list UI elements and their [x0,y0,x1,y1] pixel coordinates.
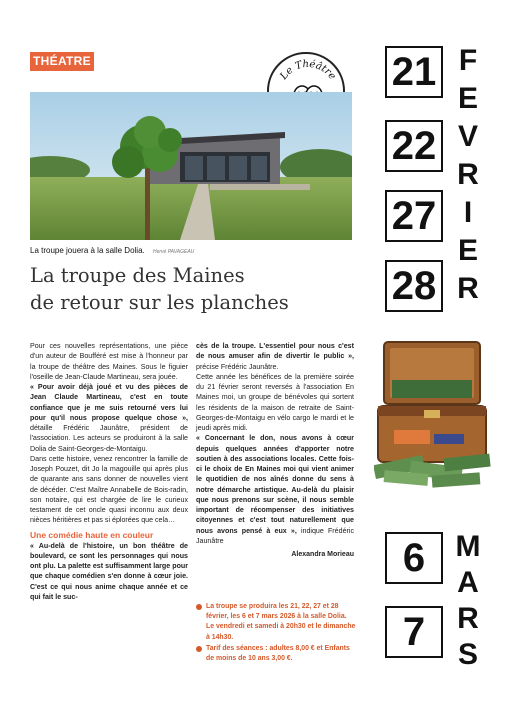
date-box-mar-1: 6 [385,532,443,584]
info-prices-text: Tarif des séances : adultes 8,00 € et Enfants de moins de 10 ans 3,00 €. [206,644,350,663]
bullet-icon [196,646,202,652]
month-letter: M [455,530,481,563]
article-column-left [30,341,188,602]
suitcase-money-icon [374,340,492,488]
logo-top-text: Le Théâtre [278,58,338,82]
month-letter: S [457,638,478,671]
month-letter: E [457,234,478,267]
practical-info [196,602,356,665]
article-column-right [196,341,354,560]
quote: « Pour avoir déjà joué et vu des pièces de Jean Claude Martineau, c'est en toute confiance que je me suis retourné vers lui pour qu'il nous propose quelque chose », [30,383,188,422]
month-letter: E [457,82,478,115]
info-dates-text: La troupe se produira les 21, 22, 27 et 28 février, les 6 et 7 mars 2026 à la salle Dolia. Le vendredi et samedi à 20h30 et le dimanche à 14h30. [206,603,356,641]
paragraph [30,541,188,603]
month-letter: R [457,158,479,191]
paragraph: Dans cette histoire, venez rencontrer la famille de Joseph Pouzet, dit Jo la magouille qui après plus de quarante ans sans donner de nouvelles vient de décéder. C'est Maître Annabelle de Bois-radin, son notaire, qui est chargée de lire le curieux testament de cet oncle quasi inconnu aux deux nièces héritières et pas si éplorées que cela… [30,454,188,525]
quote: « Concernant le don, nous avons à cœur depuis quelques années d'apporter notre soutien à des associations locales. Cette fois-ci le choix de En Maines moi qui vient animer le quotidien de nos aînés donne du sens à notre démarche artistique. Au-delà du plaisir que nous prenons sur scène, il nous semble important de récompenser des initiatives citoyennes et c'est tout naturellement que nous avons pensé à eux », [196,434,354,535]
section-tag: THÉATRE [30,52,94,71]
paragraph [196,341,354,372]
paragraph [196,433,354,546]
month-letter: R [457,602,479,635]
headline-line-1: La troupe des Maines [30,264,245,287]
headline-line-2: de retour sur les planches [30,291,289,314]
date-box-feb-4: 28 [385,260,443,312]
paragraph: Cette année les bénéfices de la première soirée du 21 février seront reversés à l'association En Maines moi, un groupe de bénévoles qui sortent les résidents de la maison de retraite de Saint-Georges-de-Montaigu en vélo cargo le mardi et le jeudi après midi. [196,372,354,432]
month-letter: F [458,44,478,77]
author-byline: Alexandra Morieau [291,551,354,558]
paragraph-text: indique Frédéric Jaunâtre [196,526,354,545]
month-letter: I [463,196,473,229]
photo-caption [30,246,194,255]
photo-credit: Hervé PAVAGEAU [152,249,195,255]
svg-text:Le Théâtre [278,59,338,83]
date-box-feb-2: 22 [385,120,443,172]
paragraph [30,382,188,454]
quote: « Au-delà de l'histoire, un bon théâtre de boulevard, ce sont les personnages qui nous ont plu. La palette est suffisamment large pour que chaque comédien s'en donne à cœur joie. C'est ce qui nous anime chaque année et ce qui fait le suc- [30,541,188,601]
info-item-prices [196,644,356,664]
subheading: Une comédie haute en couleur [30,529,154,540]
headline [30,262,360,316]
info-item-dates [196,602,356,643]
photo-caption-text: La troupe jouera à la salle Dolia. [30,246,145,255]
article-photo [30,92,352,240]
date-box-feb-1: 21 [385,46,443,98]
bullet-icon [196,604,202,610]
quote: cès de la troupe. L'essentiel pour nous c'est de nous amuser afin de divertir le public », [196,342,354,361]
date-box-mar-2: 7 [385,606,443,658]
paragraph-text: détaille Frédéric Jaunâtre, président de l'association. Les acteurs se produiront à la salle Dolia de Saint-Georges-de-Montaigu. [30,424,188,453]
date-box-feb-3: 27 [385,190,443,242]
month-letter: R [457,272,479,305]
paragraph-text: précise Frédéric Jaunâtre. [196,362,279,371]
month-letter: A [457,566,479,599]
month-letter: V [457,120,478,153]
paragraph: Pour ces nouvelles représentations, une pièce d'un auteur de Boufféré est mise à l'honneur par la troupe de théâtre des Maines. Sous le figuier l'oseille de Jean-Claude Martineau, sera jouée. [30,342,188,381]
